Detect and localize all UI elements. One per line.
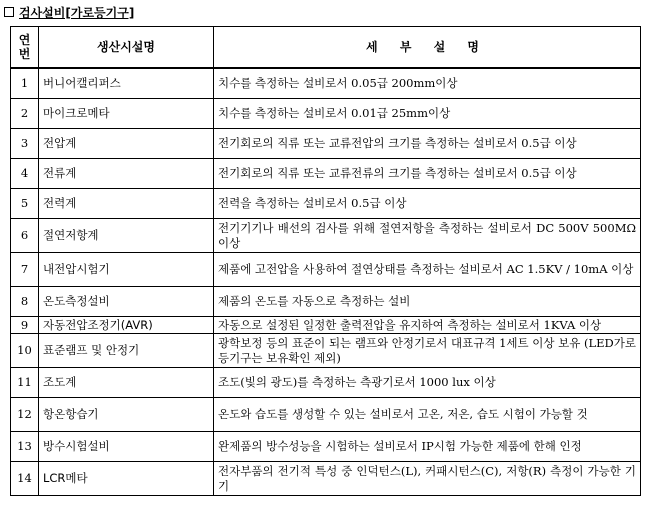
row-name: 전류계 [39, 159, 214, 189]
row-no: 4 [11, 159, 39, 189]
row-no: 12 [11, 398, 39, 432]
equipment-table [10, 26, 641, 496]
row-no: 2 [11, 99, 39, 129]
row-no: 14 [11, 462, 39, 496]
row-no: 8 [11, 287, 39, 317]
table-row [11, 99, 641, 129]
checkbox-icon [4, 7, 14, 17]
row-name: 전력계 [39, 189, 214, 219]
row-name: 버니어캘리퍼스 [39, 68, 214, 99]
row-detail: 제품에 고전압을 사용하여 절연상태를 측정하는 설비로서 AC 1.5KV / 10mA 이상 [214, 253, 641, 287]
row-name: 온도측정설비 [39, 287, 214, 317]
table-row [11, 68, 641, 99]
row-no: 9 [11, 317, 39, 334]
table-row [11, 368, 641, 398]
table-row [11, 189, 641, 219]
table-row [11, 334, 641, 368]
row-name: 조도계 [39, 368, 214, 398]
row-detail: 광학보정 등의 표준이 되는 램프와 안정기로서 대표규격 1세트 이상 보유 (LED가로등기구는 보유확인 제외) [214, 334, 641, 368]
row-no: 13 [11, 432, 39, 462]
table-row [11, 287, 641, 317]
table-header-row [11, 27, 641, 69]
table-row [11, 317, 641, 334]
table-row [11, 398, 641, 432]
row-detail: 전기회로의 직류 또는 교류전압의 크기를 측정하는 설비로서 0.5급 이상 [214, 129, 641, 159]
row-no: 11 [11, 368, 39, 398]
table-row [11, 129, 641, 159]
row-detail: 전자부품의 전기적 특성 중 인덕턴스(L), 커패시턴스(C), 저항(R) 측정이 가능한 기기 [214, 462, 641, 496]
row-detail: 치수를 측정하는 설비로서 0.01급 25mm이상 [214, 99, 641, 129]
row-name: 방수시험설비 [39, 432, 214, 462]
row-detail: 자동으로 설정된 일정한 출력전압을 유지하여 측정하는 설비로서 1KVA 이상 [214, 317, 641, 334]
section-title: 검사설비[가로등기구] [19, 5, 135, 20]
row-detail: 전기회로의 직류 또는 교류전류의 크기를 측정하는 설비로서 0.5급 이상 [214, 159, 641, 189]
row-no: 3 [11, 129, 39, 159]
row-name: 절연저항계 [39, 219, 214, 253]
row-name: 항온항습기 [39, 398, 214, 432]
row-name: 표준램프 및 안정기 [39, 334, 214, 368]
table-row [11, 219, 641, 253]
table-row [11, 159, 641, 189]
row-detail: 치수를 측정하는 설비로서 0.05급 200mm이상 [214, 68, 641, 99]
row-detail: 전기기기나 배선의 검사를 위해 절연저항을 측정하는 설비로서 DC 500V 500MΩ 이상 [214, 219, 641, 253]
row-detail: 전력을 측정하는 설비로서 0.5급 이상 [214, 189, 641, 219]
row-name: 마이크로메타 [39, 99, 214, 129]
row-no: 1 [11, 68, 39, 99]
row-detail: 제품의 온도를 자동으로 측정하는 설비 [214, 287, 641, 317]
row-name: 자동전압조정기(AVR) [39, 317, 214, 334]
table-row [11, 253, 641, 287]
header-no: 연번 [11, 27, 39, 69]
row-no: 5 [11, 189, 39, 219]
section-heading [4, 2, 134, 22]
table-row [11, 462, 641, 496]
row-detail: 완제품의 방수성능을 시험하는 설비로서 IP시험 가능한 제품에 한해 인정 [214, 432, 641, 462]
row-detail: 조도(빛의 광도)를 측정하는 측광기로서 1000 lux 이상 [214, 368, 641, 398]
row-name: LCR메타 [39, 462, 214, 496]
row-name: 전압계 [39, 129, 214, 159]
header-detail: 세 부 설 명 [214, 27, 641, 69]
row-no: 10 [11, 334, 39, 368]
row-name: 내전압시험기 [39, 253, 214, 287]
row-no: 6 [11, 219, 39, 253]
table-row [11, 432, 641, 462]
row-detail: 온도와 습도를 생성할 수 있는 설비로서 고온, 저온, 습도 시험이 가능할 것 [214, 398, 641, 432]
row-no: 7 [11, 253, 39, 287]
header-name: 생산시설명 [39, 27, 214, 69]
